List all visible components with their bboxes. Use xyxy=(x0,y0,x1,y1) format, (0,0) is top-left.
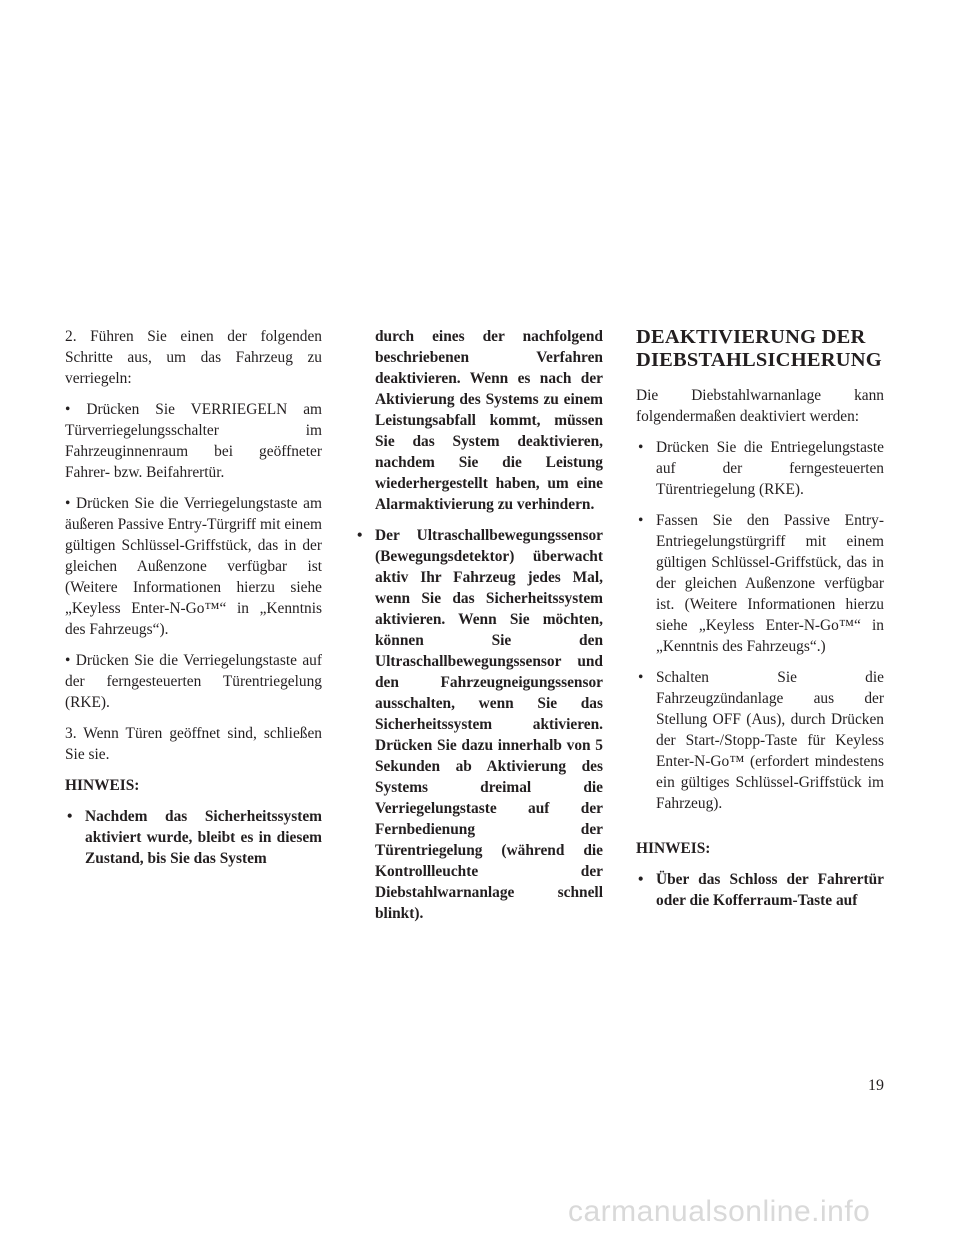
note-bullet-2-text: Der Ultraschallbewegungssensor (Bewegungsdetektor) überwacht aktiv Ihr Fahrzeug jedes Mal, wenn Sie das Sicherheitssystem aktivieren. Wenn Sie möchten, können Sie den Ultraschallbewegungssensor und den Fahrzeugneigungssensor ausschalten, wenn Sie das Sicherheitssystem aktivieren. Drücken Sie dazu innerhalb von 5 Sekunden ab Aktivierung des Systems dreimal die Verriegelungstaste auf der Fernbedienung der Türentriegelung (während die Kontrollleuchte der Diebstahlwarnanlage schnell blinkt). xyxy=(375,527,603,922)
bullet-dot: • xyxy=(67,808,73,825)
lock-option-2: • Drücken Sie die Verriegelungstaste am äußeren Passive Entry-Türgriff mit einem gültigen Schlüssel-Griffstück, das in der gleichen Außenzone verfügbar ist (Weitere Informationen hierzu siehe „Keyless Enter-N-Go™“ in „Kenntnis des Fahrzeugs“). xyxy=(65,495,322,638)
column-3 xyxy=(636,326,884,921)
note-bullet-3-text: Über das Schloss der Fahrertür oder die Kofferraum-Taste auf xyxy=(656,871,884,909)
note-heading-2: HINWEIS: xyxy=(636,840,711,857)
bullet-dot: • xyxy=(638,512,644,529)
step-3-text: 3. Wenn Türen geöffnet sind, schließen Sie sie. xyxy=(65,725,322,763)
step-2-text: 2. Führen Sie einen der folgenden Schritte aus, um das Fahrzeug zu verriegeln: xyxy=(65,328,322,387)
bullet-dot: • xyxy=(638,871,644,888)
disarm-bullet-1 xyxy=(636,437,884,500)
disarm-bullet-1-text: Drücken Sie die Entriegelungstaste auf der ferngesteuerten Türentriegelung (RKE). xyxy=(656,439,884,498)
column-1 xyxy=(65,326,322,879)
disarm-bullet-2 xyxy=(636,510,884,657)
disarm-bullet-3 xyxy=(636,667,884,814)
section-intro: Die Diebstahlwarnanlage kann folgendermaßen deaktiviert werden: xyxy=(636,387,884,425)
lock-option-1: • Drücken Sie VERRIEGELN am Türverriegelungsschalter im Fahrzeuginnenraum bei geöffneter Fahrer- bzw. Beifahrertür. xyxy=(65,401,322,481)
note-heading: HINWEIS: xyxy=(65,777,140,794)
bullet-dot: • xyxy=(638,439,644,456)
bullet-dot: • xyxy=(357,527,363,544)
page-number: 19 xyxy=(868,1077,884,1094)
disarm-bullet-3-text: Schalten Sie die Fahrzeugzündanlage aus der Stellung OFF (Aus), durch Drücken der Start-/Stopp-Taste für Keyless Enter-N-Go™ (erfordert mindestens ein gültiges Schlüssel-Griffstück im Fahrzeug). xyxy=(656,669,884,812)
section-heading: DEAKTIVIERUNG DER DIEBSTAHLSICHERUNG xyxy=(636,326,882,371)
spacer xyxy=(636,824,884,838)
note-bullet xyxy=(65,806,322,869)
disarm-bullet-2-text: Fassen Sie den Passive Entry-Entriegelungstürgriff mit einem gültigen Schlüssel-Griffstück, das in der gleichen Außenzone verfügbar ist. (Weitere Informationen hierzu siehe „Keyless Enter-N-Go™“ in „Kenntnis des Fahrzeugs“.) xyxy=(656,512,884,655)
note-bullet-2 xyxy=(355,525,603,924)
column-2 xyxy=(355,326,603,934)
watermark-footer[interactable]: carmanualsonline.info xyxy=(568,1195,871,1228)
lock-option-3: • Drücken Sie die Verriegelungstaste auf der ferngesteuerten Türentriegelung (RKE). xyxy=(65,652,322,711)
note-bullet-continued xyxy=(355,326,603,515)
note-bullet-text: Nachdem das Sicherheitssystem aktiviert wurde, bleibt es in diesem Zustand, bis Sie das System xyxy=(85,808,322,867)
note-bullet-continued-text: durch eines der nachfolgend beschriebenen Verfahren deaktivieren. Wenn es nach der Aktivierung des Systems zu einem Leistungsabfall kommt, müssen Sie das System deaktivieren, nachdem Sie die Leistung wiederhergestellt haben, um eine Alarmaktivierung zu verhindern. xyxy=(375,328,603,513)
bullet-dot: • xyxy=(638,669,644,686)
note-bullet-3 xyxy=(636,869,884,911)
